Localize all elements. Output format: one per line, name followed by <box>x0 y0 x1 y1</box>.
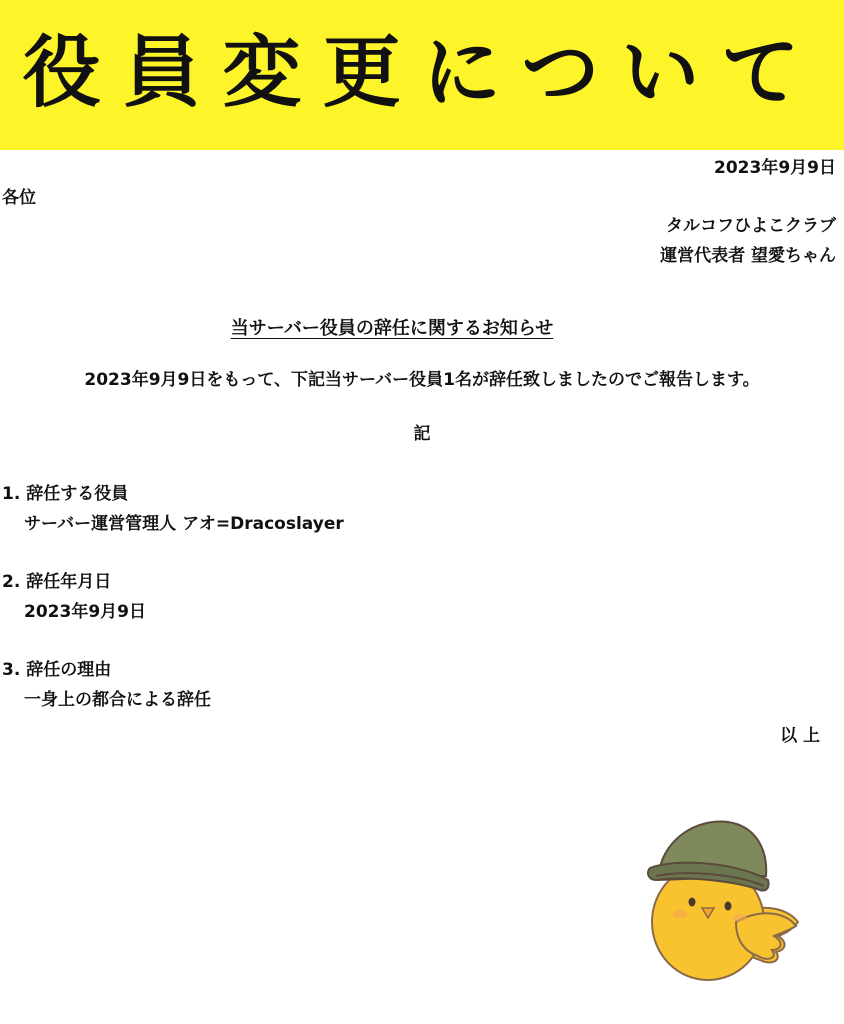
item-value: 2023年9月9日 <box>24 602 146 622</box>
item-value: サーバー運営管理人 アオ=Dracoslayer <box>24 514 344 534</box>
item-heading: 3. 辞任の理由 <box>2 660 112 680</box>
body-paragraph: 2023年9月9日をもって、下記当サーバー役員1名が辞任致しましたのでご報告します。 <box>84 370 760 390</box>
subject-line <box>0 316 784 342</box>
addressee: 各位 <box>2 188 36 208</box>
letter-date: 2023年9月9日 <box>714 158 836 178</box>
ki-marker: 記 <box>413 424 431 444</box>
item-value: 一身上の都合による辞任 <box>24 690 211 710</box>
page-title: 役員変更について <box>22 28 822 118</box>
chick-helmet-icon <box>636 810 806 985</box>
item-heading: 1. 辞任する役員 <box>2 484 129 504</box>
item-heading: 2. 辞任年月日 <box>2 572 112 592</box>
title-banner <box>0 0 844 150</box>
sender-name: 運営代表者 望愛ちゃん <box>660 246 836 266</box>
closing-mark: 以 上 <box>780 726 820 746</box>
subject-text: 当サーバー役員の辞任に関するお知らせ <box>230 318 554 339</box>
sender-organization: タルコフひよこクラブ <box>666 216 836 236</box>
